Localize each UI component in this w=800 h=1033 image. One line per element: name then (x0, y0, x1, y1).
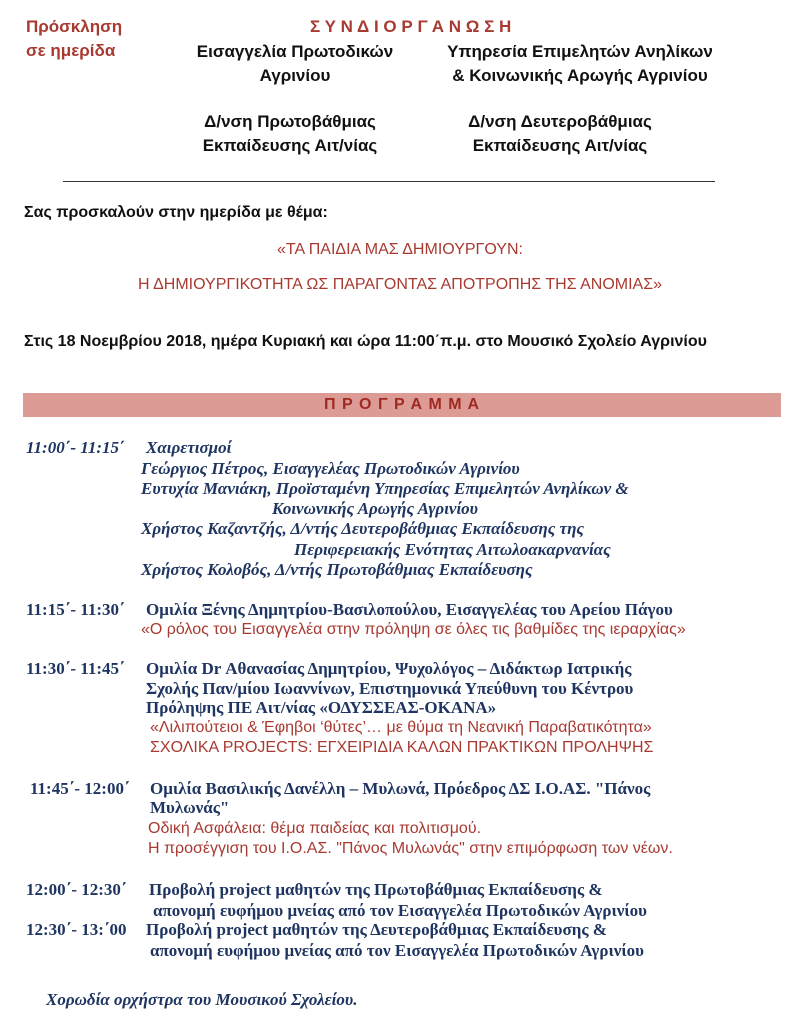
session3-time: 11:30΄- 11:45΄ (26, 659, 125, 678)
org-juvenile-service-line2: & Κοινωνικής Αρωγής Αγρινίου (452, 66, 708, 85)
session1-line: Κοινωνικής Αρωγής Αγρινίου (272, 499, 479, 518)
theme-line2: Η ΔΗΜΙΟΥΡΓΙΚΟΤΗΤΑ ΩΣ ΠΑΡΑΓΟΝΤΑΣ ΑΠΟΤΡΟΠΗΣ ΤΗΣ ΑΝΟΜΙΑΣ» (137, 276, 663, 293)
theme-line1: «ΤΑ ΠΑΙΔΙΑ ΜΑΣ ΔΗΜΙΟΥΡΓΟΥΝ: (277, 241, 523, 258)
session3-subtitle: ΣΧΟΛΙΚΑ PROJECTS: ΕΓΧΕΙΡΙΔΙΑ ΚΑΛΩΝ ΠΡΑΚΤΙΚΩΝ ΠΡΟΛΗΨΗΣ (150, 739, 654, 756)
session4-line: Μυλωνάς" (150, 798, 230, 817)
session2-title: Ομιλία Ξένης Δημητρίου-Βασιλοπούλου, Εισαγγελέας του Αρείου Πάγου (146, 600, 673, 619)
session2-subtitle: «Ο ρόλος του Εισαγγελέα στην πρόληψη σε όλες τις βαθμίδες της ιεραρχίας» (141, 621, 686, 638)
session1-time: 11:00΄- 11:15΄ (26, 438, 125, 457)
org-secondary-edu-line2: Εκπαίδευσης Αιτ/νίας (472, 136, 648, 155)
session3-line: Σχολής Παν/μίου Ιωαννίνων, Επιστημονικά Υπεύθυνη του Κέντρου (146, 679, 634, 698)
session1-line: Χρήστος Κολοβός, Δ/ντής Πρωτοβάθμιας Εκπαίδευσης (141, 560, 533, 579)
session5-line: Προβολή project μαθητών της Πρωτοβάθμιας Εκπαίδευσης & (149, 880, 603, 899)
session2-time: 11:15΄- 11:30΄ (26, 600, 125, 619)
org-secondary-edu-line1: Δ/νση Δευτεροβάθμιας (468, 112, 652, 131)
invite-label-line1: Πρόσκληση (26, 17, 123, 36)
session1-line: Ευτυχία Μανιάκη, Προϊσταμένη Υπηρεσίας Επιμελητών Ανηλίκων & (141, 479, 629, 498)
session1-line: Χρήστος Καζαντζής, Δ/ντής Δευτεροβάθμιας Εκπαίδευσης της (141, 519, 585, 538)
header-divider (63, 181, 715, 182)
session1-line: Περιφερειακής Ενότητας Αιτωλοακαρνανίας (294, 540, 611, 559)
invite-label-line2: σε ημερίδα (26, 41, 116, 60)
session4-subtitle: Οδική Ασφάλεια: θέμα παιδείας και πολιτισμού. (148, 820, 482, 837)
session1-title: Χαιρετισμοί (146, 438, 232, 457)
session3-line: Ομιλία Dr Αθανασίας Δημητρίου, Ψυχολόγος – Διδάκτωρ Ιατρικής (146, 659, 632, 678)
session6-line: απονομή ευφήμου μνείας από τον Εισαγγελέα Πρωτοδικών Αγρινίου (150, 941, 644, 960)
session1-line: Γεώργιος Πέτρος, Εισαγγελέας Πρωτοδικών Αγρινίου (141, 459, 520, 478)
session5-time: 12:00΄- 12:30΄ (26, 880, 127, 899)
session4-time: 11:45΄- 12:00΄ (30, 779, 130, 798)
org-juvenile-service-line1: Υπηρεσία Επιμελητών Ανηλίκων (447, 42, 713, 61)
program-title: Π Ρ Ο Γ Ρ Α Μ Μ Α (323, 396, 481, 413)
intro-text: Σας προσκαλούν στην ημερίδα με θέμα: (24, 204, 328, 221)
closing-choir: Χορωδία ορχήστρα του Μουσικού Σχολείου. (46, 990, 358, 1009)
session4-subtitle: Η προσέγγιση του Ι.Ο.ΑΣ. "Πάνος Μυλωνάς" στην επιμόρφωση των νέων. (148, 840, 673, 857)
session6-time: 12:30΄- 13:΄00 (26, 920, 127, 939)
coorganization-title: Σ Υ Ν Δ Ι Ο Ρ Γ Α Ν Ω Σ Η (310, 17, 512, 36)
event-date-line: Στις 18 Νοεμβρίου 2018, ημέρα Κυριακή και ώρα 11:00΄π.μ. στο Μουσικό Σχολείο Αγρινίου (24, 333, 707, 350)
session3-subtitle: «Λιλιπούτειοι & Έφηβοι ‘θύτες’… με θύμα τη Νεανική Παραβατικότητα» (150, 719, 652, 736)
org-primary-edu-line1: Δ/νση Πρωτοβάθμιας (204, 112, 376, 131)
org-prosecutor-line2: Αγρινίου (259, 66, 331, 85)
session3-line: Πρόληψης ΠΕ Αιτ/νίας «ΟΔΥΣΣΕΑΣ-ΟΚΑΝΑ» (146, 698, 497, 717)
session5-line: απονομή ευφήμου μνείας από τον Εισαγγελέα Πρωτοδικών Αγρινίου (153, 901, 647, 920)
org-prosecutor-line1: Εισαγγελία Πρωτοδικών (196, 42, 394, 61)
session6-line: Προβολή project μαθητών της Δευτεροβάθμιας Εκπαίδευσης & (146, 920, 607, 939)
org-primary-edu-line2: Εκπαίδευσης Αιτ/νίας (202, 136, 378, 155)
session4-line: Ομιλία Βασιλικής Δανέλλη – Μυλωνά, Πρόεδρος ΔΣ Ι.Ο.ΑΣ. "Πάνος (150, 779, 651, 798)
